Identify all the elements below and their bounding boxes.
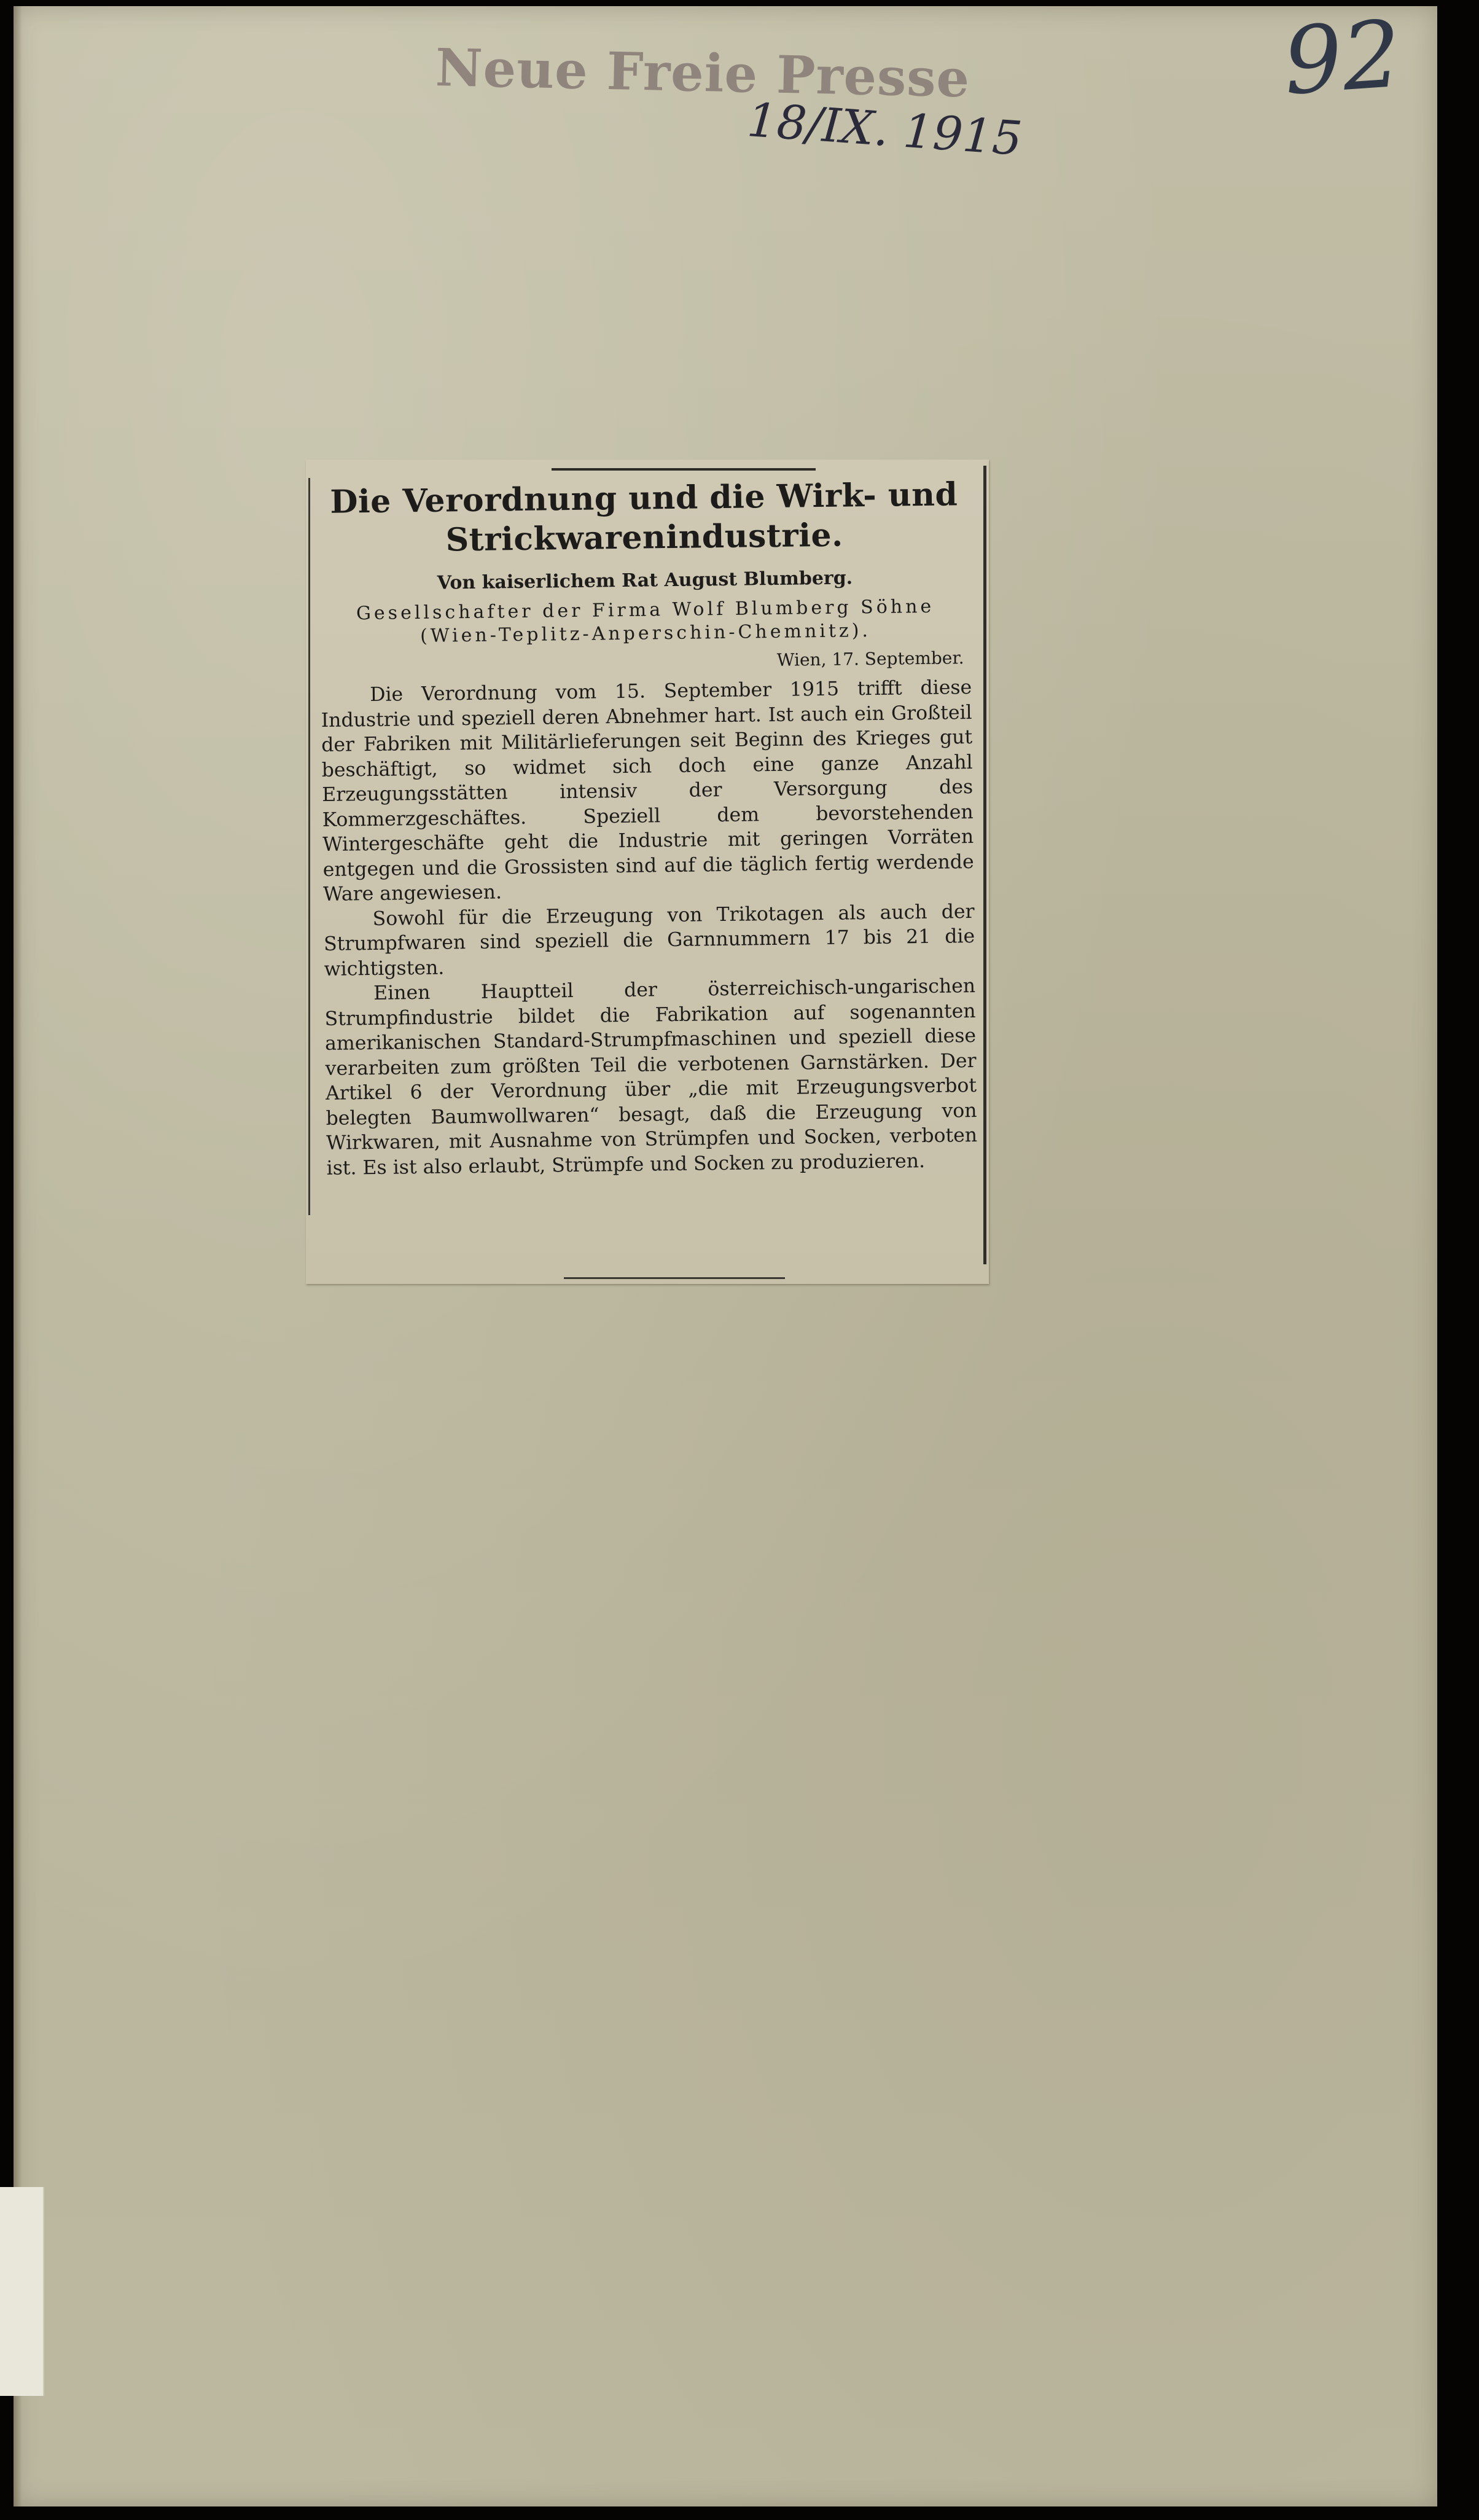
article-paragraph: Sowohl für die Erzeugung von Trikotagen als auch der Strumpfwaren sind speziell die Garnnummern 17 bis 21 die wichtigsten. [323, 900, 975, 980]
article-byline: Von kaiserlichem Rat August Blumberg. [437, 567, 853, 594]
handwritten-date: 18/IX. 1915 [745, 92, 1024, 166]
clipping-rule-right [983, 466, 986, 1264]
article-body [318, 475, 978, 1181]
author-affiliation: Gesellschafter der Firma Wolf Blumberg Söhne (Wien-Teplitz-Anperschin-Chemnitz). [356, 595, 935, 647]
article-headline: Die Verordnung und die Wirk- und Strickwarenindustrie. [329, 475, 958, 559]
clipping-rule-left [308, 478, 310, 1215]
article-paragraph: Einen Hauptteil der österreichisch-ungarischen Strumpfindustrie bildet die Fabrikation auf sogenannten amerikanischen Standard-Strumpfmaschinen und speziell diese verarbeiten zum größten Teil die verbotenen Garnstärken. Der Artikel 6 der Verordnung über „die mit Erzeugungsverbot belegten Baumwollwaren“ besagt, daß die Erzeugung von Wirkwaren, mit Ausnahme von Strümpfen und Socken, verboten ist. Es ist also erlaubt, Strümpfe und Socken zu produzieren. [324, 974, 978, 1180]
article-paragraph: Die Verordnung vom 15. September 1915 trifft diese Industrie und speziell deren Abnehmer hart. Ist auch ein Großteil der Fabriken mit Militärlieferungen seit Beginn des Krieges gut beschäftigt, so widmet sich doch eine ganze Anzahl Erzeugungsstätten intensiv der Versorgung des Kommerzgeschäftes. Speziell dem bevorstehenden Wintergeschäfte geht die Industrie mit geringen Vorräten entgegen und die Grossisten sind auf die täglich fertig werdende Ware angewiesen. [321, 676, 974, 906]
newspaper-name-stamp: Neue Freie Presse [434, 37, 971, 109]
article-dateline: Wien, 17. September. [776, 648, 964, 670]
paper-tab-strip [0, 2187, 44, 2396]
sheet-edge-shadow [14, 6, 22, 2506]
handwritten-page-number: 92 [1280, 1, 1405, 116]
newspaper-clipping [306, 460, 989, 1284]
clipping-rule-top [552, 468, 816, 471]
clipping-rule-bottom [564, 1277, 785, 1279]
